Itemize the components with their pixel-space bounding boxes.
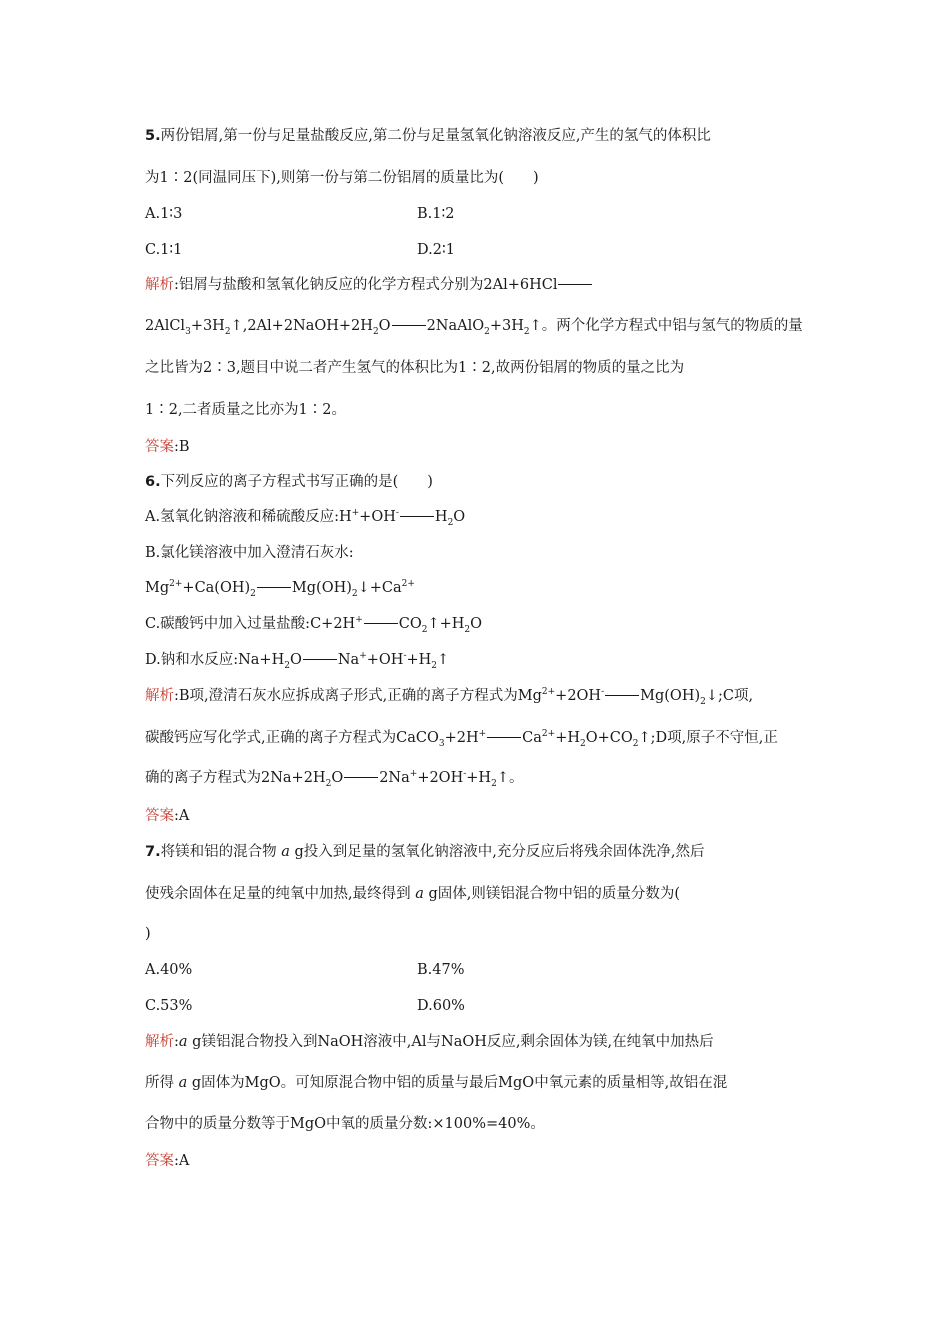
q7-option-c: C.53% xyxy=(145,998,193,1014)
q6-option-a: A.氢氧化钠溶液和稀硫酸反应:H++OH- $H_2O$ xyxy=(145,508,466,528)
superscript: - xyxy=(601,687,605,698)
q6-analysis-line1: 解析:B项,澄清石灰水应拆成离子形式,正确的离子方程式为$Mg^{2+}+2OH^-$ $Mg(OH)_2↓;C$项, xyxy=(145,687,754,707)
subscript: 2 xyxy=(284,660,290,671)
q5-analysis-line2: $2AlCl_3+3H_2↑,2Al+2NaOH+2H_2O$ $2NaAlO_2+3H_2↑$。两个化学方程式中铝与氢气的物质的量 xyxy=(145,318,803,337)
subscript: 2 xyxy=(491,778,497,789)
subscript: 2 xyxy=(250,588,256,599)
q7-option-d: D.60% xyxy=(417,998,465,1014)
superscript: 2+ xyxy=(541,687,556,698)
subscript: 2 xyxy=(523,326,530,337)
subscript: 2 xyxy=(579,738,586,749)
subscript: 3 xyxy=(438,738,445,749)
superscript: + xyxy=(351,508,360,519)
q6-number: 6. xyxy=(145,474,161,490)
equals-arrow xyxy=(400,516,434,517)
q7-option-b: B.47% xyxy=(417,962,465,978)
q6-stem: 6.下列反应的离子方程式书写正确的是( ) xyxy=(145,474,433,490)
q5-stem-line1: 5.两份铝屑,第一份与足量盐酸反应,第二份与足量氢氧化钠溶液反应,产生的氢气的体积比 xyxy=(145,128,711,144)
superscript: 2+ xyxy=(169,579,183,590)
answer-label: 答案 xyxy=(145,1153,174,1169)
q5-option-c: C.1∶1 xyxy=(145,242,183,258)
q5-number: 5. xyxy=(145,128,161,144)
equals-arrow xyxy=(558,284,592,285)
q7-option-a: A.40% xyxy=(145,962,193,978)
q5-stem-line2: 为1∶2(同温同压下),则第一份与第二份铝屑的质量比为( ) xyxy=(145,170,539,186)
equals-arrow xyxy=(344,777,378,778)
superscript: + xyxy=(355,615,363,626)
q7-stem-line1: 7.将镁和铝的混合物 a g投入到足量的氢氧化钠溶液中,充分反应后将残余固体洗净,然后 xyxy=(145,844,705,860)
q7-number: 7. xyxy=(145,844,161,860)
superscript: + xyxy=(478,729,487,740)
q5-option-d: D.2∶1 xyxy=(417,242,455,258)
superscript: 2+ xyxy=(541,729,556,740)
subscript: 2 xyxy=(325,778,332,789)
q5-options-row1 xyxy=(145,204,455,224)
q5-options-row2 xyxy=(145,240,455,260)
equals-arrow xyxy=(487,737,521,738)
superscript: + xyxy=(359,651,367,662)
subscript: 2 xyxy=(421,624,428,635)
q6-analysis-line3: 确的离子方程式为$2Na+2H_2O$ $2Na^++2OH^-+H_2↑$。 xyxy=(145,769,524,789)
q7-analysis-line1: 解析:a g镁铝混合物投入到NaOH溶液中,Al与NaOH反应,剩余固体为镁,在纯氧中加热后 xyxy=(145,1034,714,1050)
analysis-label: 解析 xyxy=(145,688,174,704)
q7-answer: 答案:A xyxy=(145,1153,190,1169)
q5-analysis-line1: 解析:铝屑与盐酸和氢氧化钠反应的化学方程式分别为2Al+6HCl xyxy=(145,275,593,295)
q6-option-b-equation: $Mg^{2+}+Ca(OH)_2$ $Mg(OH)_2↓+Ca^{2+}$ xyxy=(145,579,415,599)
q6-answer: 答案:A xyxy=(145,808,190,824)
q5-option-a: A.1∶3 xyxy=(145,206,183,222)
subscript: 2 xyxy=(484,326,490,337)
subscript: 3 xyxy=(185,326,191,337)
superscript: + xyxy=(409,769,418,780)
q7-analysis-line3: 合物中的质量分数等于MgO中氧的质量分数:×100%=40%。 xyxy=(145,1116,545,1132)
answer-label: 答案 xyxy=(145,439,174,455)
superscript: - xyxy=(463,769,467,780)
q5-answer: 答案:B xyxy=(145,439,190,455)
subscript: 2 xyxy=(632,738,639,749)
subscript: 2 xyxy=(351,588,358,599)
equals-arrow xyxy=(392,325,426,326)
answer-label: 答案 xyxy=(145,808,174,824)
q7-options-row2 xyxy=(145,996,465,1016)
q5-option-b: B.1∶2 xyxy=(417,206,455,222)
q7-stem-line2: 使残余固体在足量的纯氧中加热,最终得到 a g固体,则镁铝混合物中铝的质量分数为( xyxy=(145,886,681,902)
q6-option-c: C.碳酸钙中加入过量盐酸:C+2H+ $CO_2↑+H_2O$ xyxy=(145,615,483,635)
analysis-label: 解析 xyxy=(145,277,174,293)
q7-stem-line3: ) xyxy=(145,926,151,942)
subscript: 2 xyxy=(447,517,454,528)
superscript: 2+ xyxy=(401,579,415,590)
superscript: - xyxy=(395,508,399,519)
q5-analysis-line4: 1∶2,二者质量之比亦为1∶2。 xyxy=(145,402,347,418)
equals-arrow xyxy=(303,659,337,660)
superscript: - xyxy=(403,651,407,662)
q6-option-d: D.钠和水反应$:Na+H_2O$ $Na^++OH^-+H_2↑$ xyxy=(145,651,450,671)
equals-arrow xyxy=(605,695,639,696)
subscript: 2 xyxy=(224,326,231,337)
q7-analysis-line2: 所得 a g固体为MgO。可知原混合物中铝的质量与最后MgO中氧元素的质量相等,故铝在混 xyxy=(145,1075,728,1091)
subscript: 2 xyxy=(700,696,706,707)
q6-analysis-line2: 碳酸钙应写化学式,正确的离子方程式为CaCO$_3$+2H+ $Ca^{2+}+H_2O+CO_2↑;D$项,原子不守恒,正 xyxy=(145,729,778,749)
equals-arrow xyxy=(364,623,398,624)
subscript: 2 xyxy=(431,660,438,671)
subscript: 2 xyxy=(464,624,471,635)
q7-options-row1 xyxy=(145,960,465,980)
subscript: 2 xyxy=(372,326,379,337)
q6-option-b: B.氯化镁溶液中加入澄清石灰水: xyxy=(145,545,354,561)
q5-analysis-line3: 之比皆为2∶3,题目中说二者产生氢气的体积比为1∶2,故两份铝屑的物质的量之比为 xyxy=(145,360,685,376)
analysis-label: 解析 xyxy=(145,1034,174,1050)
equals-arrow xyxy=(257,587,291,588)
